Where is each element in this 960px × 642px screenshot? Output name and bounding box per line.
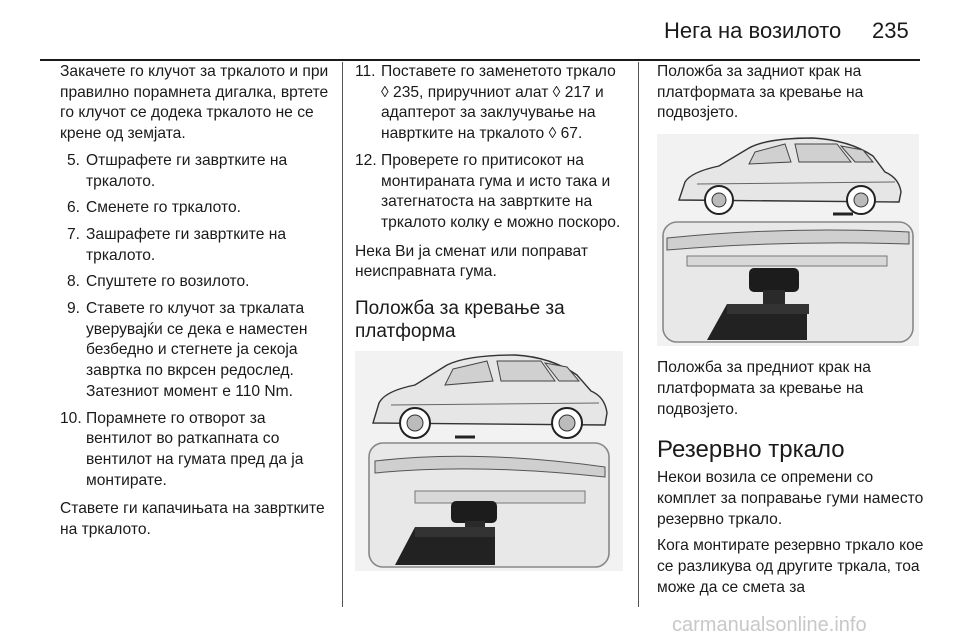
list-item-number: 5.: [66, 151, 80, 169]
page-title: Нега на возилото: [664, 18, 842, 43]
list-item: [355, 151, 627, 234]
watermark: carmanualsonline.info: [672, 614, 867, 636]
page-header: [0, 0, 960, 62]
list-item-text: Сменете го тркалото.: [86, 199, 241, 217]
step-note-paragraph: Ставете ги капачињата на завртките на тркалото.: [60, 500, 325, 539]
section-heading-spare-wheel: Резервно тркало: [657, 436, 845, 464]
list-item-number: 8.: [66, 273, 80, 291]
list-item-number: 7.: [66, 225, 80, 243]
list-item-text: Отшрафете ги завртките на тркалото.: [86, 151, 288, 190]
list-item: [60, 272, 332, 293]
lift-arm-detail: [663, 222, 913, 342]
list-item-number: 6.: [66, 199, 80, 217]
list-item: [355, 62, 627, 145]
column-middle: [355, 62, 627, 571]
figure-lift-rear-detail: [657, 134, 919, 346]
column-left: [60, 62, 332, 541]
list-item-number: 12.: [355, 151, 377, 169]
list-item: [60, 409, 332, 492]
body-paragraph: Нека Ви ја сменат или поправат неисправната гума.: [355, 242, 588, 281]
lift-point-illustration: [355, 351, 623, 571]
list-item: [60, 198, 332, 219]
column-divider: [342, 62, 343, 607]
column-right: [657, 62, 929, 598]
list-item-number: 10.: [60, 409, 82, 427]
header-rule: [40, 59, 920, 61]
column-divider: [638, 62, 639, 607]
lift-arm-detail: [369, 443, 609, 567]
section-heading: Положба за кревање за платформа: [355, 298, 565, 343]
list-item-number: 9.: [66, 300, 80, 318]
figure-lift-rear: [355, 351, 623, 571]
list-item: [60, 299, 332, 403]
body-paragraph: Некои возила се опремени со комплет за поправање гуми наместо резервно тркало.: [657, 469, 924, 528]
list-item-text: Порамнете го отворот за вентилот во раткапната со вентилот на гумата пред да ја монтирате.: [86, 409, 304, 489]
list-item: [60, 151, 332, 192]
list-item-text: Проверете го притисокот на монтираната гума и исто така и затегнатоста на завртките на тркалото колку е можно поскоро.: [381, 151, 621, 231]
figure-caption-rear: Положба за задниот крак на платформата за кревање на подвозјето.: [657, 63, 864, 122]
intro-paragraph: Закачете го клучот за тркалото и при правилно порамнета дигалка, вртете го клучот се додека тркалото не се крене од земјата.: [60, 63, 329, 143]
list-item-text: Спуштете го возилото.: [86, 273, 250, 291]
list-item-text: Ставете го клучот за тркалата уверувајќи се дека е наместен безбедно и стегнете ја секоја завртка по вкрсен редослед. Затезниот момент е 110 Nm.: [86, 300, 308, 400]
list-item: [60, 225, 332, 266]
body-paragraph: Кога монтирате резервно тркало кое се разликува од другите тркала, тоа може да се смета за: [657, 537, 924, 596]
lift-point-illustration: [657, 134, 919, 346]
figure-caption-front: Положба за предниот крак на платформата за кревање на подвозјето.: [657, 359, 871, 418]
list-item-text: Поставете го заменетото тркало ◊ 235, приручниот алат ◊ 217 и адаптерот за заклучување на наврткитe на тркалото ◊ 67.: [381, 63, 616, 143]
page-number: 235: [872, 18, 909, 43]
list-item-number: 11.: [355, 63, 376, 80]
list-item-text: Зашрафете ги завртките на тркалото.: [86, 225, 286, 264]
